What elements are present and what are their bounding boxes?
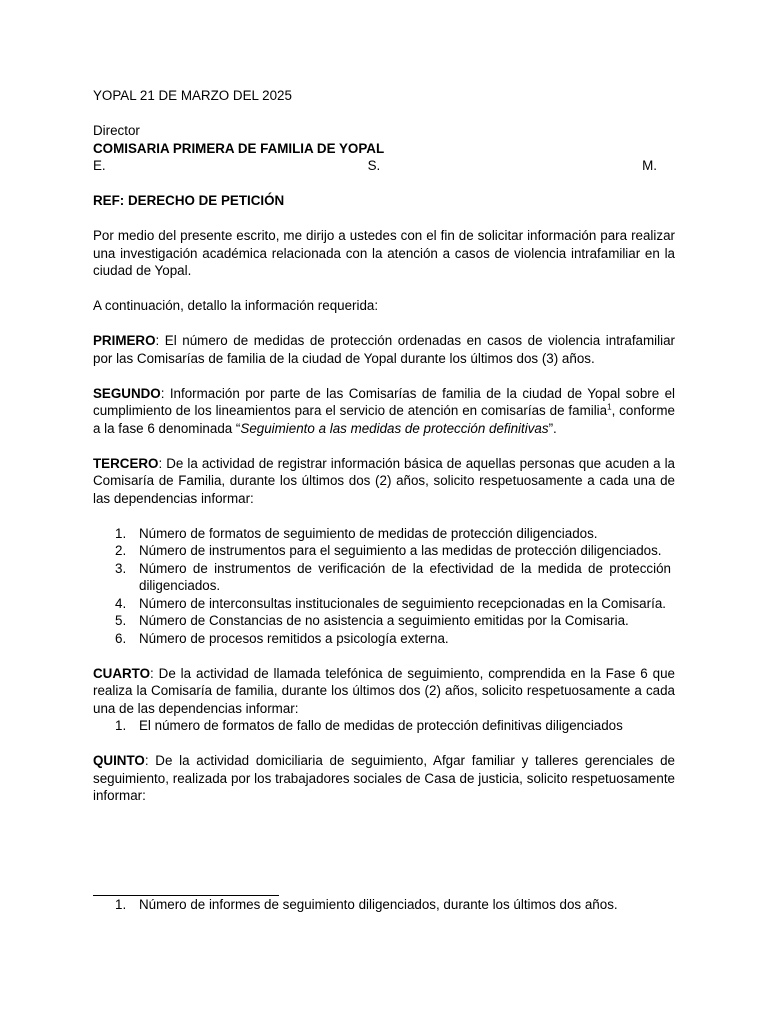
segundo-paragraph [93, 385, 675, 438]
footnote-mark[interactable]: 1 [607, 402, 612, 412]
list-text: Número de interconsultas institucionales de seguimiento recepcionadas en la Comisaría. [139, 595, 666, 611]
list-number: 1. [115, 718, 127, 733]
cuarto-list [93, 717, 675, 735]
quinto-label: QUINTO [93, 753, 145, 768]
segundo-text-a: : Información por parte de las Comisarías de familia de la ciudad de Yopal sobre el cumplimiento de los lineamientos para el servicio de atención en comisarías de familia [93, 385, 675, 418]
list-text: El número de formatos de fallo de medidas de protección definitivas diligenciados [139, 718, 623, 733]
quinto-paragraph [93, 752, 675, 805]
continued-list-block [93, 896, 675, 914]
segundo-text-c: ”. [548, 420, 557, 436]
esm-line [93, 157, 675, 175]
tercero-paragraph [93, 455, 675, 508]
esm-s: S. [367, 158, 381, 173]
list-item [93, 542, 675, 560]
esm-e: E. [93, 158, 106, 173]
list-item [93, 612, 675, 630]
intro-paragraph: Por medio del presente escrito, me dirijo a ustedes con el fin de solicitar información para realizar una investigación académica relacionada con la atención a casos de violencia intrafamiliar en la ciudad de Yopal. [93, 228, 675, 278]
list-number: 6. [115, 630, 127, 646]
reference-line: REF: DERECHO DE PETICIÓN [93, 193, 285, 208]
tercero-text: : De la actividad de registrar información básica de aquellas personas que acuden a la Comisaría de Familia, durante los últimos dos (2) años, solicito respetuosamente a cada una de las dependencias informar: [93, 455, 675, 506]
list-text: Número de procesos remitidos a psicología externa. [139, 630, 449, 646]
primero-paragraph [93, 332, 675, 367]
list-item [93, 560, 675, 595]
lead-in-paragraph: A continuación, detallo la información requerida: [93, 298, 379, 313]
tercero-list [93, 525, 675, 648]
list-number: 3. [115, 560, 127, 576]
primero-text: : El número de medidas de protección ordenadas en casos de violencia intrafamiliar por las Comisarías de familia de la ciudad de Yopal durante los últimos dos (3) años. [93, 333, 675, 366]
cuarto-label: CUARTO [93, 665, 151, 681]
primero-label: PRIMERO [93, 333, 156, 348]
list-number: 1. [115, 525, 127, 541]
quinto-text: : De la actividad domiciliaria de seguimiento, Afgar familiar y talleres gerenciales de seguimiento, realizada por los trabajadores sociales de Casa de justicia, solicito respetuosamente informar: [93, 753, 675, 803]
list-item [93, 896, 675, 914]
segundo-label: SEGUNDO [93, 385, 161, 401]
list-number: 2. [115, 543, 127, 558]
list-item [93, 630, 675, 648]
list-text: Número de informes de seguimiento diligenciados, durante los últimos dos años. [139, 897, 618, 912]
recipient-org: COMISARIA PRIMERA DE FAMILIA DE YOPAL [93, 140, 385, 156]
cuarto-paragraph [93, 665, 675, 718]
list-item [93, 595, 675, 613]
list-text: Número de instrumentos para el seguimiento a las medidas de protección diligenciados. [139, 543, 662, 558]
segundo-italic: Seguimiento a las medidas de protección definitivas [240, 420, 549, 436]
esm-m: M. [642, 158, 657, 173]
list-item [93, 525, 675, 543]
tercero-label: TERCERO [93, 455, 159, 471]
list-text: Número de Constancias de no asistencia a seguimiento emitidas por la Comisaria. [139, 613, 629, 628]
letter-body [93, 87, 675, 805]
list-number: 4. [115, 595, 127, 611]
list-number: 1. [115, 897, 127, 912]
date-line: YOPAL 21 DE MARZO DEL 2025 [93, 88, 292, 103]
segundo-text-b: , conforme a la fase 6 denominada “ [93, 403, 675, 436]
list-number: 5. [115, 613, 127, 628]
list-item [93, 717, 675, 735]
list-text: Número de instrumentos de verificación de la efectividad de la medida de protección diligenciados. [139, 560, 671, 593]
cuarto-text: : De la actividad de llamada telefónica de seguimiento, comprendida en la Fase 6 que realiza la Comisaría de familia, durante los últimos dos (2) años, solicito respetuosamente a cada una de las dependencias informar: [93, 665, 675, 716]
quinto-list [93, 896, 675, 914]
recipient-title: Director [93, 123, 140, 138]
list-text: Número de formatos de seguimiento de medidas de protección diligenciados. [139, 525, 598, 541]
